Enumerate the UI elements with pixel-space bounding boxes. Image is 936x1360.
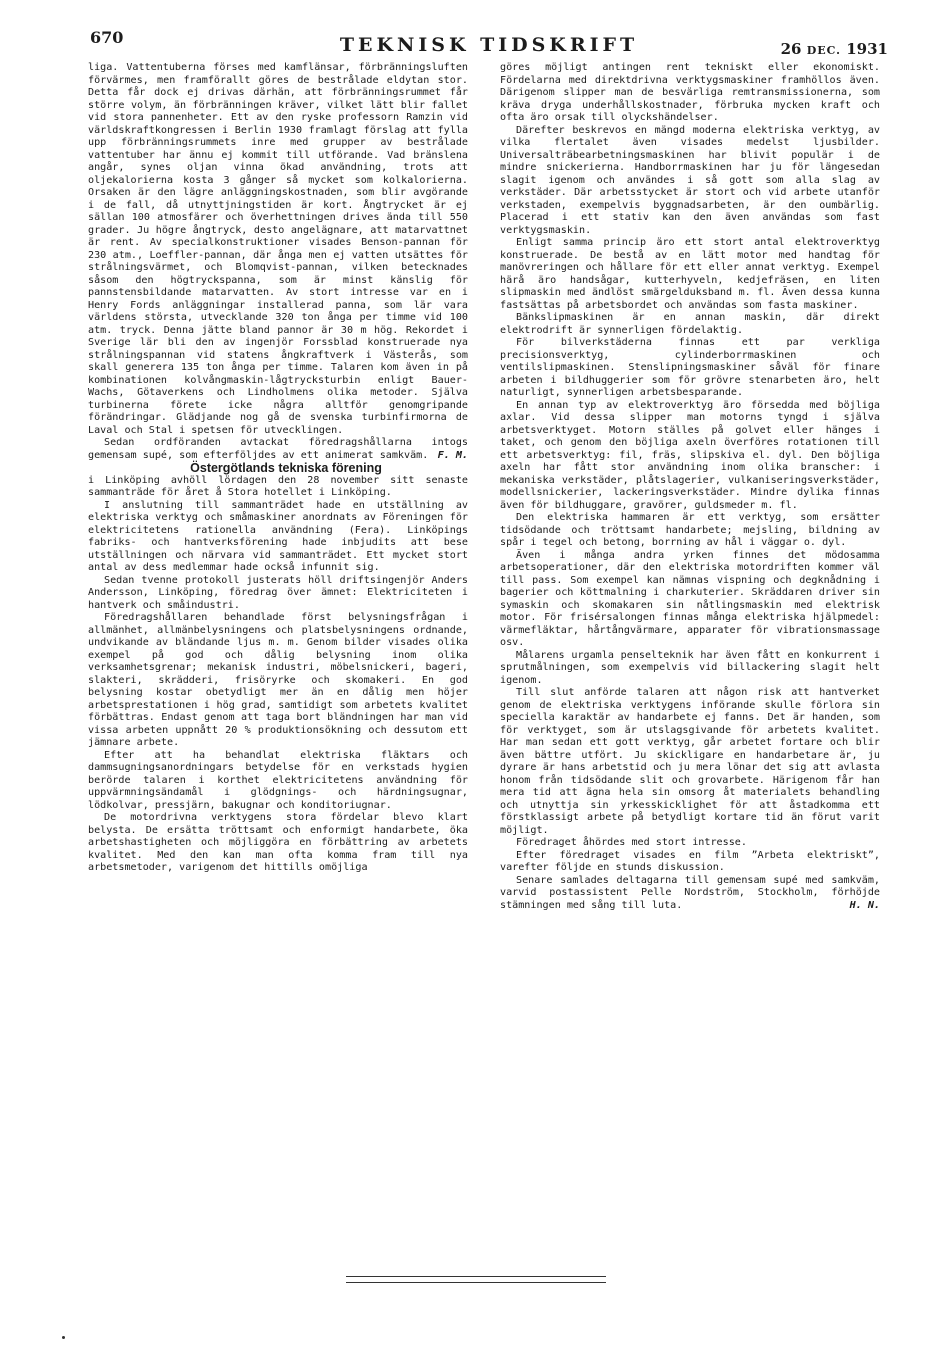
left-paragraph-8: De motordrivna verktygens stora fördelar blevo klart belysta. De ersätta tröttsamt och enformigt handarbete, öka arbetshastigheten och möjliggöra en förbättring av arbetets kvalitet. Med den kan man ofta komma fram till nya arbetsmetoder, varigenom det hittills omöjliga (88, 812, 468, 873)
journal-title: TEKNISK TIDSKRIFT (339, 34, 639, 56)
left-paragraph-7: Efter att ha behandlat elektriska fläktars och dammsugningsanordningars betydelse för en verkstads hygien berörde talaren i korthet elektricitetens användning för uppvärmningsändamål i glödgnings- och härdningsugnar, lödkolvar, pressjärn, bakugnar och konditoriugnar. (88, 749, 468, 811)
end-rule (346, 1276, 606, 1283)
right-paragraph-3: Enligt samma princip äro ett stort antal elektroverktyg konstruerade. De bestå av en lätt motor med handtag för manövreringen och hållare för ett eller annat verktyg. Exempel härå äro handsågar, kutterhyveln, kedjefräsen, en liten slipmaskin med ändlöst smärgelduksband m. fl. Även dessa kunna fastsättas på arbetsbordet och användas som fasta maskiner. (500, 237, 880, 311)
right-paragraph-11: Föredraget åhördes med stort intresse. (516, 837, 747, 848)
right-paragraph-13: Senare samlades deltagarna till gemensam supé med samkväm, varvid postassistent Pelle Nordström, Stockholm, förhöjde stämningen med sång till luta. (500, 874, 880, 911)
right-paragraph-1: göres möjligt antingen rent tekniskt eller ekonomiskt. Fördelarna med direktdrivna verktygsmaskiner framhöllos även. Därigenom slipper man de besvärliga remtransmissionerna, som kräva dryga underhållskostnader, förbruka mycken kraft och ofta äro orsak till olyckshändelser. (500, 62, 880, 123)
left-column (88, 62, 468, 875)
page-header (90, 24, 888, 58)
issue-date-month: DEC. (806, 44, 842, 57)
right-paragraph-5: För bilverkstäderna finnas ett par verkliga precisionsverktyg, cylinderborrmaskinen och ventilslipmaskinen. Stenslipningsmaskiner såväl för finare arbeten i bildhuggerier som för grövre stenarbeten äro, helt naturligt, synnerligen arbetsbesparande. (500, 337, 880, 398)
left-paragraph-2: Sedan ordföranden avtackat föredragshållarna intogs gemensam supé, som efterföljdes av ett animerat samkväm. (88, 437, 468, 461)
issue-date-day: 26 (780, 40, 802, 58)
right-paragraph-7: Den elektriska hammaren är ett verktyg, som ersätter tidsödande och tröttsamt handarbete; mejsling, bildning av spår i tegel och betong, borrning av hål i väggar o. dyl. (500, 512, 880, 548)
section-heading: Östergötlands tekniska förening (190, 461, 382, 475)
left-paragraph-6: Föredragshållaren behandlade först belysningsfrågan i allmänhet, allmänbelysningens och platsbelysningens ordnande, undvikande av bländande ljus m. m. Genom bilder visades olika exempel på god och dålig belysning inom olika verksamhetsgrenar; mekanisk industri, möbelsnickeri, bageri, slakteri, skrädderi, frisöryrke och skomakeri. En god belysning kostar obetydligt mer än en dålig men höjer arbetsprestationen i hög grad, samtidigt som arbetets kvalitet förbättras. Endast genom att taga bort bländningen har man vid vissa arbeten uppnått 20 % produktionsökning och dessutom ett jämnare arbete. (88, 612, 468, 748)
right-paragraph-4: Bänkslipmaskinen är en annan maskin, där direkt elektrodrift är synnerligen fördelaktig. (500, 312, 880, 336)
issue-date (781, 40, 888, 58)
issue-date-year: 1931 (846, 40, 888, 58)
signature-fm: F. M. (437, 449, 468, 461)
page-number: 670 (90, 28, 124, 47)
left-paragraph-5: Sedan tvenne protokoll justerats höll driftsingenjör Anders Andersson, Linköping, föredrag över ämnet: Elektriciteten i hantverk och småindustri. (88, 574, 468, 611)
right-paragraph-6: En annan typ av elektroverktyg äro försedda med böjliga axlar. Vid dessa slipper man motorns tyngd i själva arbetsverktyget. Motorn ställes på golvet eller hänges i taket, och genom den böjliga axeln överföres rotationen till ett arbetsverktyg: fil, fräs, slipskiva el. dyl. Den böjliga axeln har fått stor användning inom olika branscher: i mekaniska verkstäder, plåtslagerier, vulkaniseringsverkstäder, modellsnickerier, lackeringsverkstäder. Mindre dylika finnas även för bildhuggare, gravörer, guldsmeder m. fl. (500, 399, 880, 511)
left-paragraph-1: liga. Vattentuberna förses med kamflänsar, förbränningsluften förvärmes, men framförallt göres de bestrålade eldytan stor. Detta får dock ej drivas därhän, att förbränningsrummet får större volym, än förbränningen kräver, vilket lätt blir fallet vid stora pannenheter. Ett av den ryske professorn Ramzin vid världskraftkongressen i Berlin 1930 framlagt förslag att fylla upp förbränningsrummets inre med grupper av bestrålade vattentuber har ännu ej kommit till utförande. Vad bränslena angår, synes oljan vinna ökad användning, trots att oljekalorierna kosta 3 gånger så mycket som kolkalorierna. Orsaken är den lägre anläggningskostnaden, som blir avgörande i de fall, då utnyttjningstiden är kort. Ångtrycket är ej sällan 100 atmosfärer och överhettningen drives ända till 550 grader. Ju högre ångtryck, desto angelägnare, att matarvattnet är rent. Av specialkonstruktioner visades Benson-pannan för 230 atm., Loeffler-pannan, där ånga men ej vatten utsättes för strålningsvärmet, och Blomqvist-pannan, vilken betecknades såsom den högtryckspanna, som är minst känslig för pannstensbildande matarvatten. Av stort intresse var en i Henry Fords anläggningar installerad panna, som lär vara världens största, utvecklande 320 ton ånga per timme vid 100 atm. tryck. Denna jätte bland pannor är 30 m hög. Rekordet i Sverige lär bli den av ingenjör Forssblad konstruerade nya strålningspannan vid statens ångkraftverk i Västerås, som skall generera 135 ton ånga per timme. Talaren kom även in på kombinationen kolvångmaskin-lågtrycksturbin enligt Bauer-Wachs, Götaverkens och Lindholmens olika metoder. Själva turbinerna förete icke några alltför genomgripande förändringar. Glädjande nog gå de svenska turbinfirmorna de Laval och Stal i spetsen för utvecklingen. (88, 62, 468, 436)
left-paragraph-4: I anslutning till sammanträdet hade en utställning av elektriska verktyg och småmaskiner anordnats av Föreningen för elektricitetens rationella användning (Fera). Linköpings fabriks- och hantverksförening hade inbjudits att bese utställningen och närvara vid sammanträdet. Ett mycket stort antal av dess medlemmar hade också infunnit sig. (88, 499, 468, 573)
right-paragraph-10: Till slut anförde talaren att någon risk att hantverket genom de elektriska verktygens införande skulle förlora sin speciella karaktär av handarbete ej fanns. Det är handen, som för verktyget, som är utslagsgivande för arbetets kvalitet. Har man sedan ett gott verktyg, går arbetet fortare och blir även bättre utfört. Ju skickligare en handarbetare är, ju dyrare är hans arbetstid och ju mera lönar det sig att avlasta honom från tidsödande slit och grovarbete. Härigenom får han mera tid att ägna hela sin omsorg åt materialets behandling och utnyttja sin yrkesskicklighet för att åstadkomma ett förstklassigt arbete på betydligt kortare tid än förut varit möjligt. (500, 687, 880, 836)
right-paragraph-2: Därefter beskrevos en mängd moderna elektriska verktyg, av vilka flertalet även visades medelst ljusbilder. Universalträbearbetningsmaskinen har blivit populär i de mindre snickerierna. Handborrmaskinen har ju för längesedan slagit igenom och användes i så gott som alla slag av verkstäder. Där arbetsstycket är stort och vid arbete utanför verkstaden, exempelvis byggnadsarbeten, är den oumbärlig. Placerad i ett stativ kan den även användas som fast verktygsmaskin. (500, 124, 880, 236)
right-paragraph-9: Målarens urgamla penselteknik har även fått en konkurrent i sprutmålningen, som exempelvis vid billackering slagit helt igenom. (500, 649, 880, 686)
page-speck (62, 1336, 65, 1339)
right-paragraph-12: Efter föredraget visades en film ”Arbeta elektriskt”, varefter följde en stunds diskussion. (500, 849, 880, 873)
left-paragraph-3: i Linköping avhöll lördagen den 28 november sitt senaste sammanträde för året å Stora hotellet i Linköping. (88, 474, 468, 498)
right-paragraph-8: Även i många andra yrken finnes det mödosamma arbetsoperationer, där den elektriska motordriften kommer väl till pass. Som exempel kan nämnas vispning och degknådning i bagerier och köttmalning i charkuterier. Skräddaren driver sin symaskin och skomakaren sin nåtlingsmaskin med elektrisk motor. För frisérsalongen finnas många elektriska hjälpmedel: värmefläktar, hårtångvärmare, apparater för vibrationsmassage osv. (500, 549, 880, 648)
signature-hn: H. N. (849, 899, 880, 911)
right-column (500, 62, 880, 912)
